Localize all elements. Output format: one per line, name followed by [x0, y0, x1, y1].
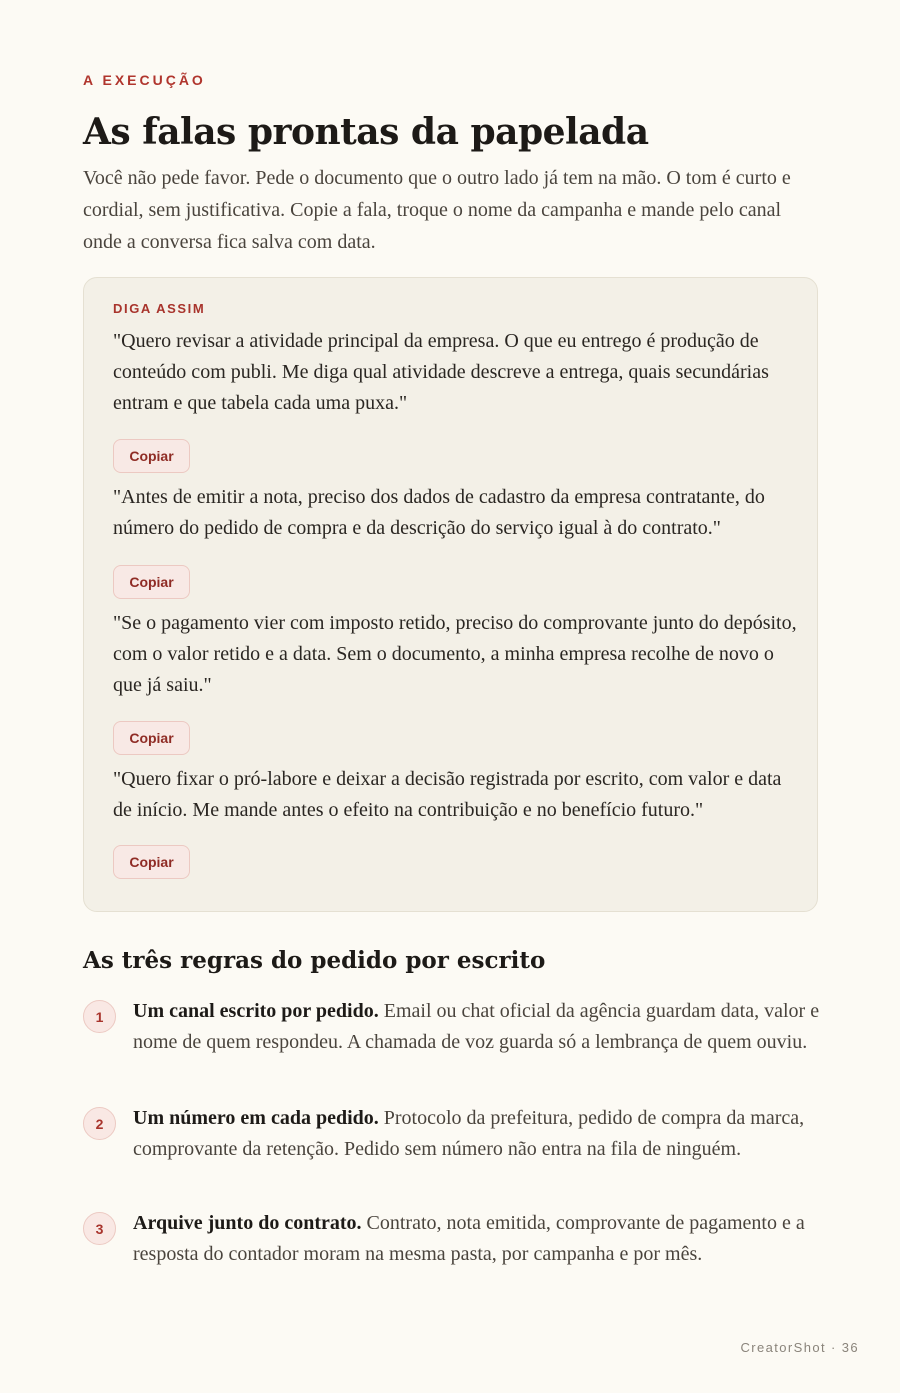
quote-text: "Se o pagamento vier com imposto retido, preciso do comprovante junto do depósito, com o valor retido e a data. Sem o documento, a minha empresa recolhe de novo o que já saiu.": [113, 612, 797, 696]
page-title: As falas prontas da papelada: [83, 111, 649, 153]
quote-text: "Quero revisar a atividade principal da empresa. O que eu entrego é produção de conteúdo com publi. Me diga qual atividade descreve a entrega, quais secundárias entram e que tabela cada uma puxa.": [113, 330, 769, 414]
rule-body: Contrato, nota emitida, comprovante de pagamento e a resposta do contador moram na mesma pasta, por campanha e por mês.: [133, 1212, 805, 1265]
intro-paragraph: Você não pede favor. Pede o documento que o outro lado já tem na mão. O tom é curto e cordial, sem justificativa. Copie a fala, troque o nome da campanha e mande pelo canal onde a conversa fica salva com data.: [83, 167, 791, 253]
rule-text: [133, 1103, 823, 1165]
copy-button[interactable]: Copiar: [113, 439, 190, 473]
rule-text: [133, 996, 823, 1058]
rule-lead: Arquive junto do contrato.: [133, 1212, 362, 1234]
rule-number-badge: 3: [83, 1212, 116, 1245]
rule-text: [133, 1208, 823, 1270]
section-eyebrow: A EXECUÇÃO: [83, 72, 206, 88]
rule-body: Protocolo da prefeitura, pedido de compra da marca, comprovante da retenção. Pedido sem número não entra na fila de ninguém.: [133, 1107, 805, 1160]
copy-button[interactable]: Copiar: [113, 565, 190, 599]
card-label: DIGA ASSIM: [113, 301, 206, 316]
rule-number-badge: 2: [83, 1107, 116, 1140]
copy-button[interactable]: Copiar: [113, 721, 190, 755]
copy-button[interactable]: Copiar: [113, 845, 190, 879]
rule-lead: Um número em cada pedido.: [133, 1107, 379, 1129]
page-footer: CreatorShot · 36: [740, 1340, 859, 1355]
script-card: [83, 277, 818, 912]
quote-text: "Antes de emitir a nota, preciso dos dados de cadastro da empresa contratante, do número do pedido de compra e da descrição do serviço igual à do contrato.": [113, 486, 765, 539]
rule-body: Email ou chat oficial da agência guardam data, valor e nome de quem respondeu. A chamada de voz guarda só a lembrança de quem ouviu.: [133, 1000, 820, 1053]
rule-number-badge: 1: [83, 1000, 116, 1033]
rule-lead: Um canal escrito por pedido.: [133, 1000, 379, 1022]
rules-heading: As três regras do pedido por escrito: [83, 947, 546, 974]
quote-text: "Quero fixar o pró-labore e deixar a decisão registrada por escrito, com valor e data de início. Me mande antes o efeito na contribuição e no benefício futuro.": [113, 768, 782, 821]
